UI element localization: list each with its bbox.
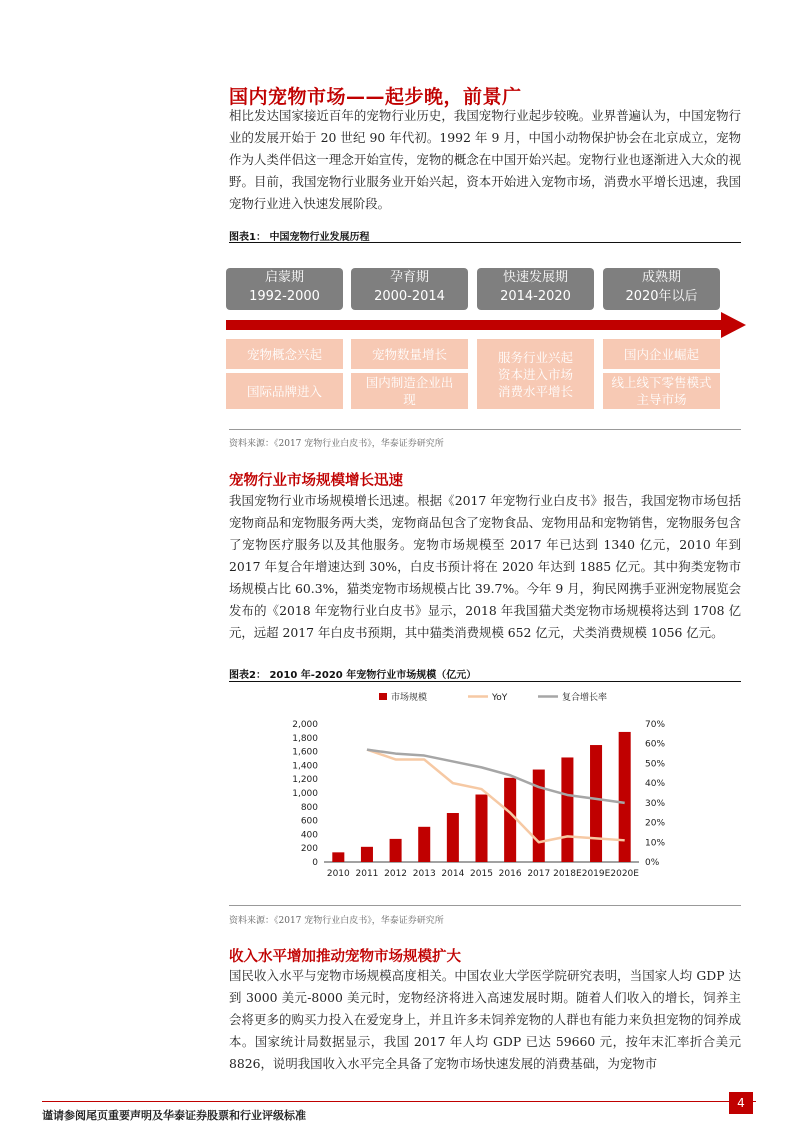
stage2-item-1: 宠物数量增长	[351, 339, 468, 369]
stage-name: 孕育期	[389, 270, 429, 285]
x-tick-label: 2016	[498, 869, 522, 879]
left-axis-tick-label: 1,200	[292, 775, 318, 786]
stage-name: 启蒙期	[264, 270, 304, 285]
right-axis-tick-label: 50%	[645, 759, 666, 770]
x-tick-label: 2019E	[581, 869, 611, 879]
figure1-bottom-rule	[229, 429, 741, 430]
left-axis-tick-label: 400	[300, 830, 318, 841]
footer-disclaimer: 谨请参阅尾页重要声明及华泰证券股票和行业评级标准	[42, 1109, 306, 1122]
stage-name: 快速发展期	[502, 270, 568, 285]
left-axis-tick-label: 0	[312, 858, 318, 868]
stage1-item-1: 宠物概念兴起	[226, 339, 343, 369]
legend-swatch-市场规模	[379, 693, 387, 700]
right-axis-tick-label: 40%	[645, 779, 666, 790]
bar-2010	[332, 852, 344, 862]
stage1-item-2: 国际品牌进入	[226, 373, 343, 409]
stage-period: 2000-2014	[374, 289, 445, 304]
left-axis-tick-label: 1,000	[292, 789, 318, 799]
stage-header-1	[226, 268, 343, 310]
left-axis-tick-label: 1,800	[292, 733, 318, 744]
stage2-item-2: 国内制造企业出现	[351, 373, 468, 409]
right-axis-tick-label: 10%	[645, 838, 666, 849]
page-number: 4	[729, 1092, 753, 1114]
market-size-chart	[229, 684, 741, 899]
right-axis-tick-label: 70%	[645, 720, 666, 730]
bar-2014	[447, 813, 459, 862]
bar-2017	[533, 770, 545, 862]
stage-header-2	[351, 268, 468, 310]
section1-paragraph: 相比发达国家接近百年的宠物行业历史，我国宠物行业起步较晚。业界普遍认为，中国宠物行业的发展开始于 20 世纪 90 年代初。1992 年 9 月，中国小动物保护协会在北京成立，宠物作为人类伴侣这一理念开始宣传，宠物的概念在中国开始兴起。宠物行业也逐渐进入大众的视野。目前，我国宠物行业服务业开始兴起，资本开始进入宠物市场，消费水平增长迅速，我国宠物行业进入快速发展阶段。	[229, 108, 741, 211]
bar-2015	[475, 795, 487, 862]
legend-label-YoY: YoY	[492, 693, 508, 703]
figure2-source: 资料来源：《2017 宠物行业白皮书》，华泰证券研究所	[229, 916, 444, 926]
section-title-domestic-market: 国内宠物市场——起步晚，前景广	[229, 86, 522, 108]
left-axis-tick-label: 200	[300, 844, 318, 855]
stage-name: 成熟期	[641, 270, 681, 285]
timeline-diagram	[226, 268, 746, 418]
bar-2012	[390, 839, 402, 862]
right-axis-tick-label: 60%	[645, 739, 666, 750]
x-tick-label: 2015	[470, 869, 493, 879]
bar-2020E	[619, 732, 631, 862]
stage3-item-1: 服务行业兴起 资本进入市场 消费水平增长	[477, 339, 594, 409]
right-axis-tick-label: 30%	[645, 798, 666, 809]
x-tick-label: 2010	[326, 869, 350, 879]
stage-header-3	[477, 268, 594, 310]
bar-2019E	[590, 745, 602, 862]
legend-label-市场规模: 市场规模	[391, 693, 428, 703]
left-axis-tick-label: 800	[300, 802, 318, 813]
timeline-arrow	[226, 312, 746, 338]
figure2-bottom-rule	[229, 905, 741, 906]
legend-label-复合增长率: 复合增长率	[562, 693, 608, 703]
x-tick-label: 2020E	[610, 869, 639, 879]
section2-title: 宠物行业市场规模增长迅速	[229, 473, 403, 489]
left-axis-tick-label: 1,400	[292, 761, 318, 772]
left-axis-tick-label: 600	[300, 816, 318, 827]
figure2-title: 图表2： 2010 年-2020 年宠物行业市场规模（亿元）	[229, 670, 477, 681]
section3-title: 收入水平增加推动宠物市场规模扩大	[229, 949, 461, 965]
figure2-top-rule	[229, 681, 741, 682]
section2-paragraph: 我国宠物行业市场规模增长迅速。根据《2017 年宠物行业白皮书》报告，我国宠物市场包括宠物商品和宠物服务两大类，宠物商品包含了宠物食品、宠物用品和宠物销售，宠物服务包含了宠物医疗服务以及其他服务。宠物市场规模至 2017 年已达到 1340 亿元，2010 年到 2017 年复合年增速达到 30%，白皮书预计将在 2020 年达到 1885 亿元。其中狗类宠物市场规模占比 60.3%，猫类宠物市场规模占比 39.7%。今年 9 月，狗民网携手亚洲宠物展览会发布的《2018 年宠物行业白皮书》显示，2018 年我国猫犬类宠物市场规模将达到 1708 亿元，远超 2017 年白皮书预期，其中猫类消费规模 652 亿元，犬类消费规模 1056 亿元。	[229, 493, 741, 640]
x-tick-label: 2017	[527, 869, 551, 879]
left-axis-tick-label: 2,000	[292, 720, 318, 730]
x-tick-label: 2018E	[553, 869, 582, 879]
stage4-item-1: 国内企业崛起	[603, 339, 720, 369]
chart-lines	[367, 750, 625, 843]
x-tick-label: 2012	[384, 869, 408, 879]
x-tick-label: 2011	[355, 869, 379, 879]
x-tick-label: 2014	[441, 869, 465, 879]
bar-2018E	[561, 757, 573, 862]
footer-rule	[42, 1101, 756, 1102]
stage4-item-2: 线上线下零售模式主导市场	[603, 373, 720, 409]
figure1-title: 图表1： 中国宠物行业发展历程	[229, 232, 370, 243]
stage-period: 2020年以后	[625, 289, 698, 304]
stage-period: 1992-2000	[249, 289, 320, 304]
bar-2011	[361, 847, 373, 862]
right-axis-tick-label: 0%	[645, 858, 660, 868]
chart-x-labels	[327, 869, 639, 879]
right-axis-tick-label: 20%	[645, 818, 666, 829]
bar-2016	[504, 778, 516, 862]
section3-paragraph: 国民收入水平与宠物市场规模高度相关。中国农业大学医学院研究表明，当国家人均 GDP 达到 3000 美元-8000 美元时，宠物经济将进入高速发展时期。随着人们收入的增长，饲养主会将更多的购买力投入在爱宠身上，并且许多未饲养宠物的人群也有能力来负担宠物的饲养成本。国家统计局数据显示，我国 2017 年人均 GDP 已达 59660 元，按年末汇率折合美元 8826，说明我国收入水平完全具备了宠物市场快速发展的消费基础，为宠物市	[229, 968, 741, 1071]
line-复合增长率	[367, 750, 625, 803]
x-tick-label: 2013	[412, 869, 436, 879]
stage-header-4	[603, 268, 720, 310]
figure1-top-rule	[229, 242, 741, 243]
left-axis-tick-label: 1,600	[292, 747, 318, 758]
bar-2013	[418, 827, 430, 862]
figure1-source: 资料来源：《2017 宠物行业白皮书》，华泰证券研究所	[229, 439, 444, 449]
stage-period: 2014-2020	[500, 289, 571, 304]
chart-legend	[379, 691, 607, 703]
line-YoY	[367, 750, 625, 843]
